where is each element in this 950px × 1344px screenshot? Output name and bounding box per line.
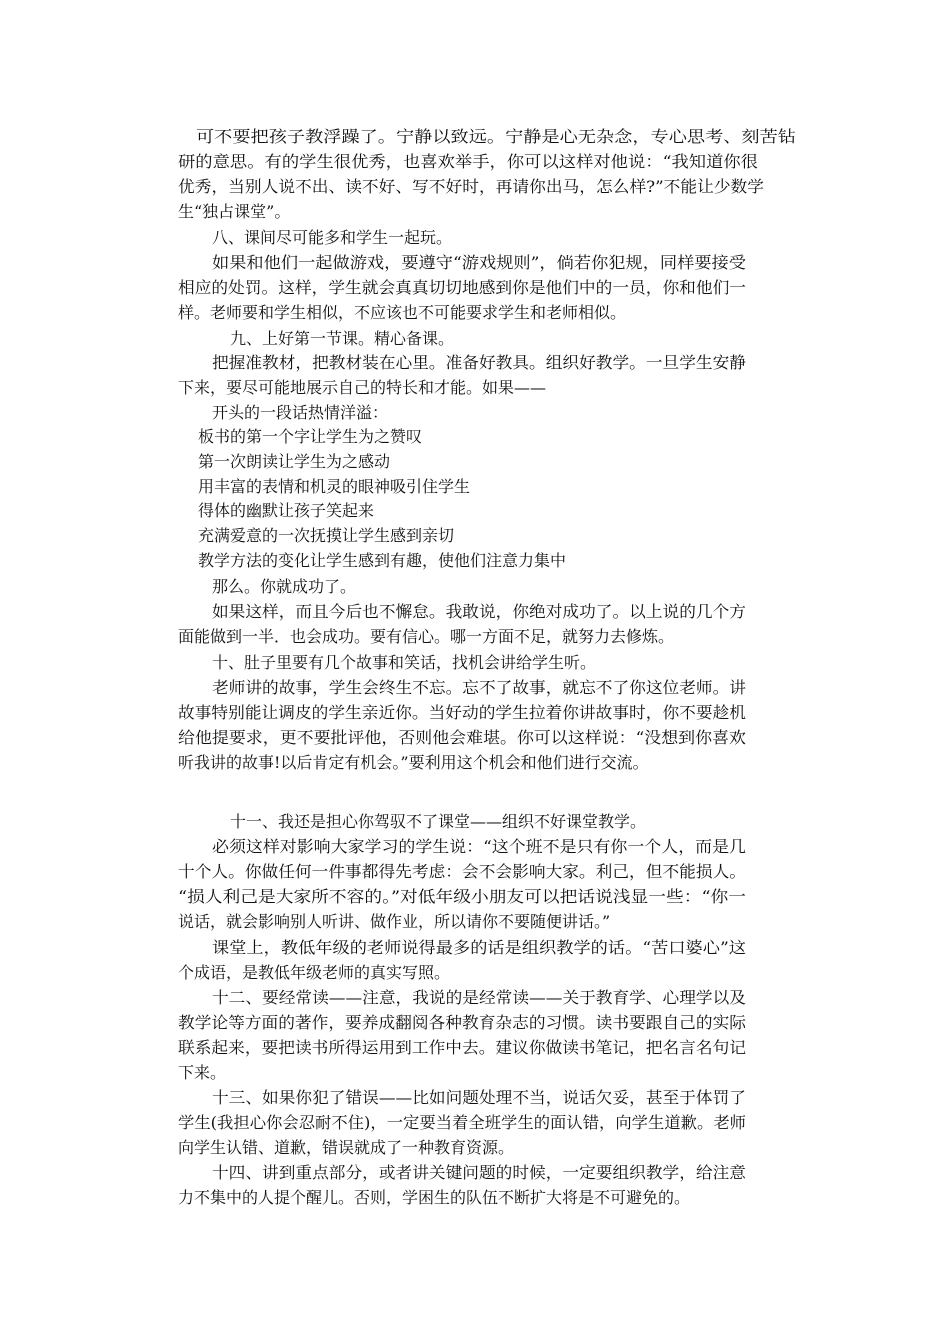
text-line: 故事特别能让调皮的学生亲近你。当好动的学生拉着你讲故事时，你不要趁机: [178, 703, 747, 722]
text-line: 听我讲的故事!以后肯定有机会。”要利用这个机会和他们进行交流。: [178, 753, 649, 772]
text-line: 那么。你就成功了。: [212, 577, 357, 596]
text-line: 教学论等方面的著作，要养成翻阅各种教育杂志的习惯。读书要跟自己的实际: [178, 1013, 747, 1032]
text-line: 给他提要求，更不要批评他，否则他会难堪。你可以这样说：“没想到你喜欢: [178, 728, 746, 747]
text-line: 相应的处罚。这样，学生就会真真切切地感到你是他们中的一员，你和他们一: [178, 278, 747, 297]
list-item: 教学方法的变化让学生感到有趣，使他们注意力集中: [198, 551, 567, 570]
text-line: “损人利己是大家所不容的。”对低年级小朋友可以把话说浅显一些：“你一: [178, 887, 747, 906]
section-heading: 十四、讲到重点部分，或者讲关键问题的时候，一定要组织教学，给注意: [212, 1163, 746, 1182]
text-line: 开头的一段话热情洋溢：: [212, 403, 389, 422]
section-heading: 十、肚子里要有几个故事和笑话，找机会讲给学生听。: [212, 653, 597, 672]
text-line: 可不要把孩子教浮躁了。宁静以致远。宁静是心无杂念，专心思考、刻苦钻: [196, 127, 796, 146]
section-heading: 九、上好第一节课。精心备课。: [230, 329, 455, 348]
text-line: 老师讲的故事，学生会终生不忘。忘不了故事，就忘不了你这位老师。讲: [212, 678, 746, 697]
text-line: 学生(我担心你会忍耐不住)，一定要当着全班学生的面认错，向学生道歉。老师: [178, 1113, 747, 1132]
text-line: 力不集中的人提个醒儿。否则，学困生的队伍不断扩大将是不可避免的。: [178, 1188, 691, 1207]
text-line: 面能做到一半．也会成功。要有信心。哪一方面不足，就努力去修炼。: [178, 627, 675, 646]
list-item: 第一次朗读让学生为之感动: [198, 452, 391, 471]
section-heading: 十三、如果你犯了错误——比如问题处理不当，说话欠妥，甚至于体罚了: [212, 1088, 746, 1107]
section-heading: 八、课间尽可能多和学生一起玩。: [212, 228, 453, 247]
text-line: 下来。: [178, 1063, 227, 1082]
text-line: 下来，要尽可能地展示自己的特长和才能。如果——: [178, 378, 547, 397]
text-line: 联系起来，要把读书所得运用到工作中去。建议你做读书笔记，把名言名句记: [178, 1038, 747, 1057]
text-line: 如果和他们一起做游戏，要遵守“游戏规则”，倘若你犯规，同样要接受: [212, 253, 747, 272]
list-item: 充满爱意的一次抚摸让学生感到亲切: [198, 526, 455, 545]
section-heading: 十一、我还是担心你驾驭不了课堂——组织不好课堂教学。: [230, 812, 647, 831]
text-line: 样。老师要和学生相似，不应该也不可能要求学生和老师相似。: [178, 303, 627, 322]
text-line: 十个人。你做任何一件事都得先考虑：会不会影响大家。利己，但不能损人。: [178, 862, 747, 881]
list-item: 用丰富的表情和机灵的眼神吸引住学生: [198, 477, 471, 496]
list-item: 板书的第一个字让学生为之赞叹: [198, 427, 423, 446]
text-line: 优秀，当别人说不出、读不好、写不好时，再请你出马，怎么样?”不能让少数学: [178, 177, 765, 196]
text-line: 向学生认错、道歉，错误就成了一种教育资源。: [178, 1138, 515, 1157]
text-line: 把握准教材，把教材装在心里。准备好教具。组织好教学。一旦学生安静: [212, 353, 746, 372]
text-line: 生“独占课堂”。: [178, 202, 291, 221]
text-line: 个成语，是教低年级老师的真实写照。: [178, 963, 451, 982]
text-line: 说话，就会影响别人听讲、做作业，所以请你不要随便讲话。”: [178, 912, 611, 931]
text-line: 必须这样对影响大家学习的学生说：“这个班不是只有你一个人，而是几: [212, 837, 746, 856]
text-line: 研的意思。有的学生很优秀，也喜欢举手，你可以这样对他说：“我知道你很: [178, 152, 758, 171]
section-heading: 十二、要经常读——注意，我说的是经常读——关于教育学、心理学以及: [212, 988, 746, 1007]
text-line: 如果这样，而且今后也不懈怠。我敢说，你绝对成功了。以上说的几个方: [212, 602, 746, 621]
text-line: 课堂上，教低年级的老师说得最多的话是组织教学的话。“苦口婆心”这: [212, 938, 747, 957]
list-item: 得体的幽默让孩子笑起来: [198, 501, 375, 520]
